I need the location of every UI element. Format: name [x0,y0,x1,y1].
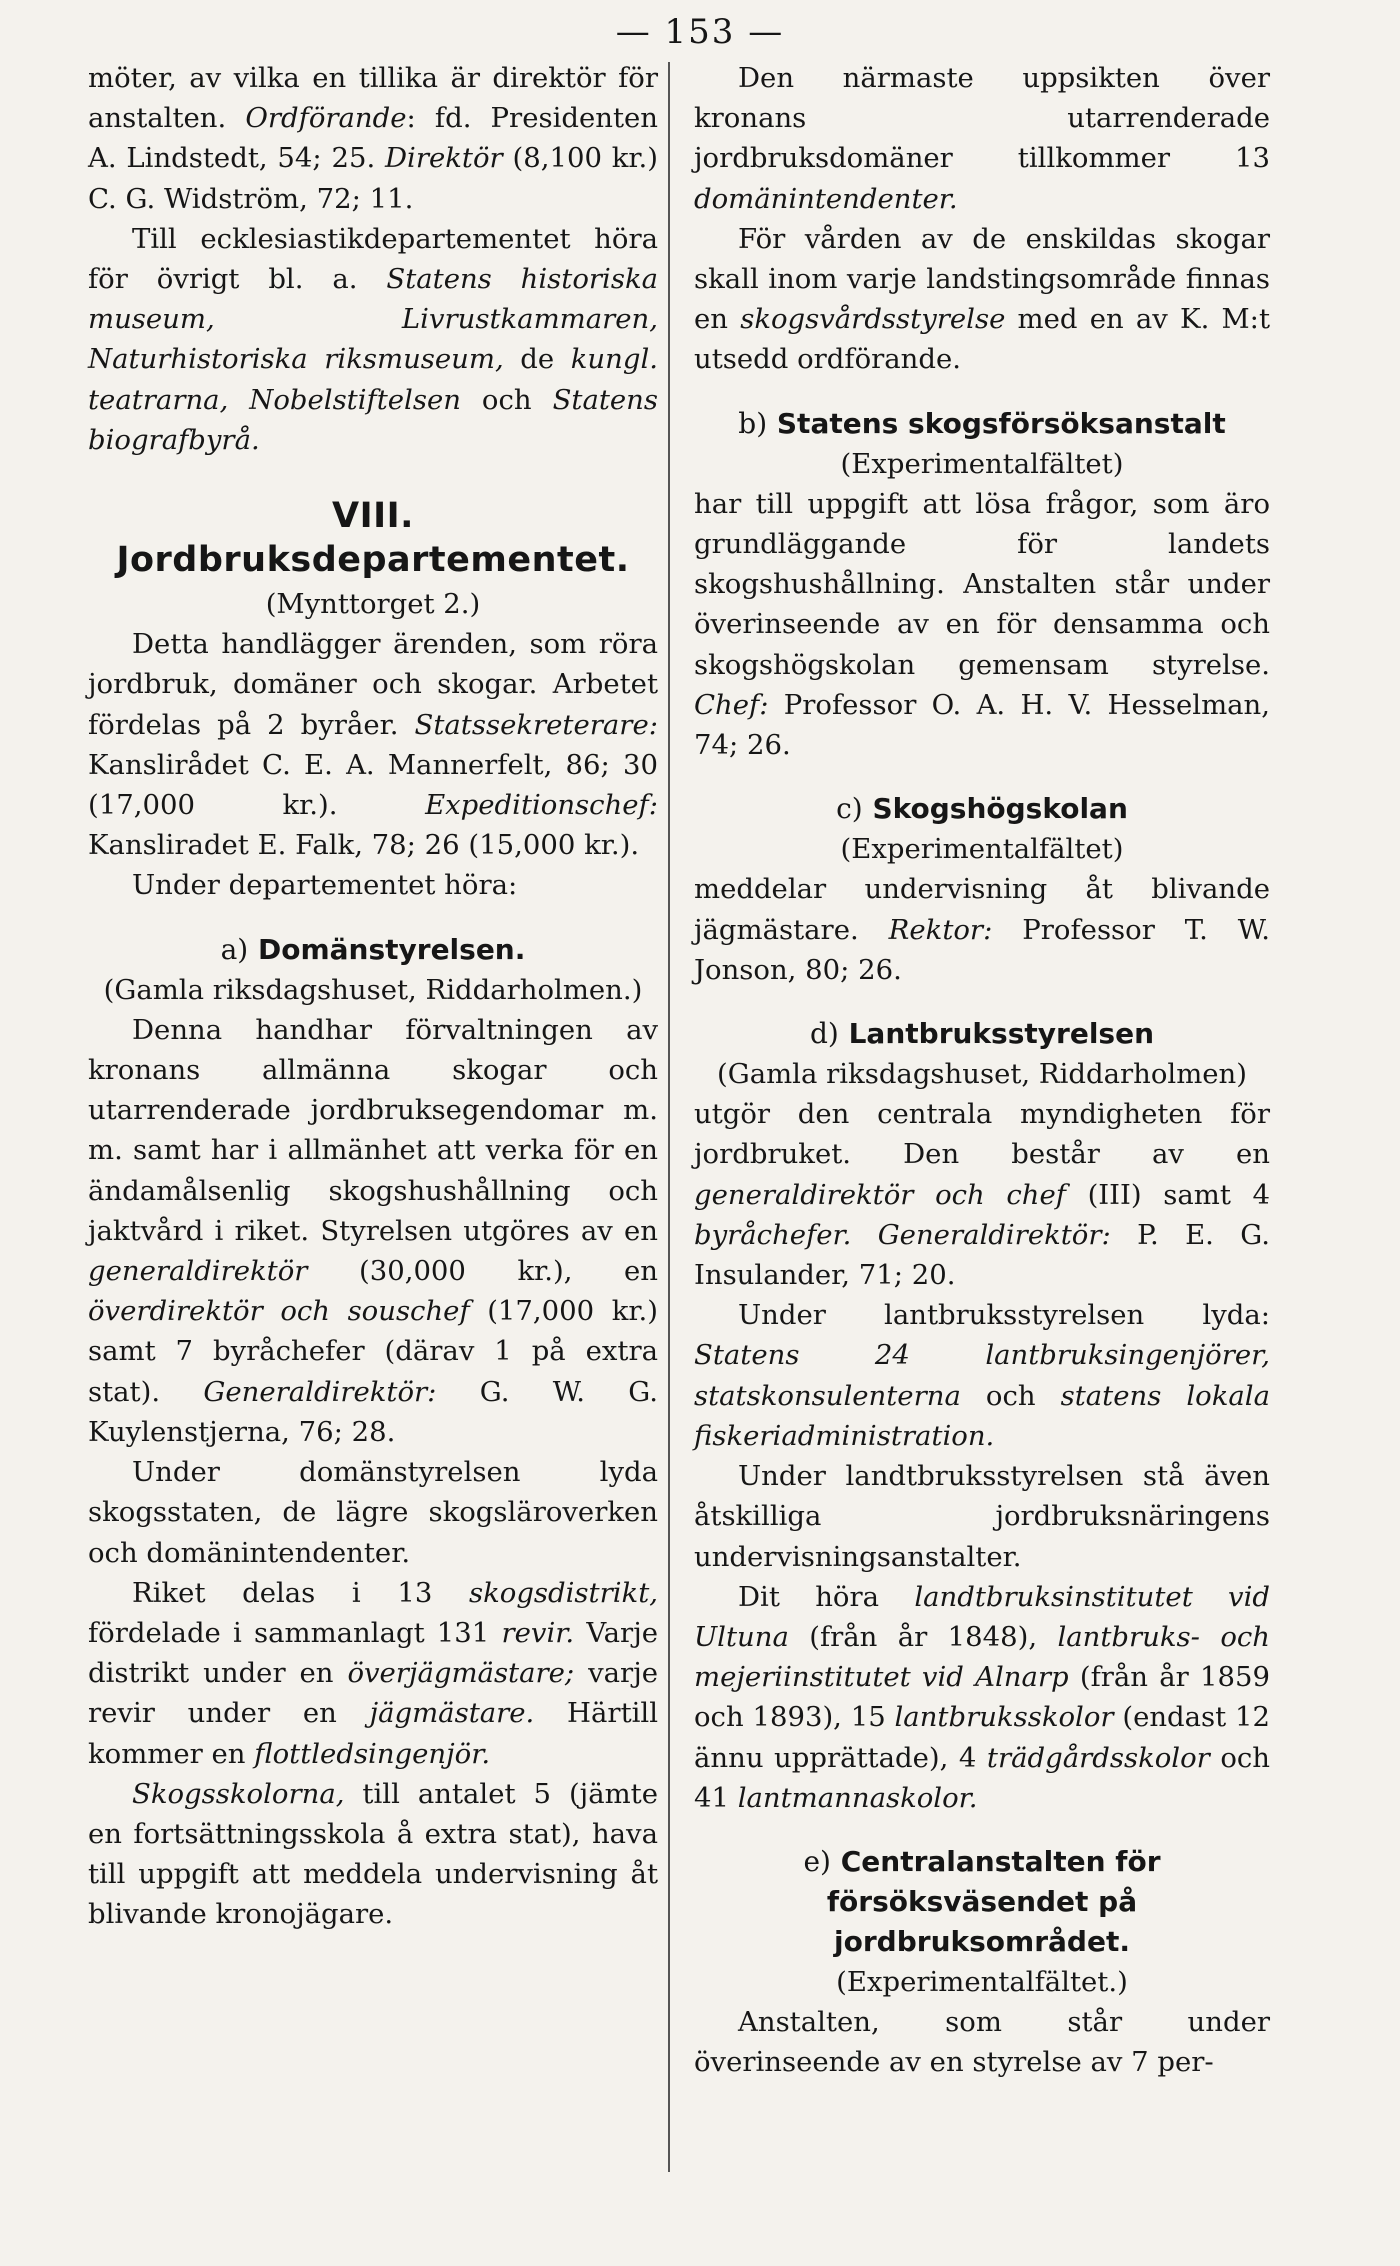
address-centralanstalten: (Experimentalfältet.) [836,1965,1128,1998]
paragraph-under-lantbruksstyrelsen: Under lantbruksstyrelsen lyda: Statens 24 lantbruksingenjörer, statskonsulenterna och statens lokala fiskeriadministration. [694,1299,1270,1452]
heading-centralanstalten: e) Centralanstalten för försöksväsendet på jordbruksområdet. [803,1844,1161,1958]
heading-skogsforsoksanstalt: b) Statens skogsförsöksanstalt [738,406,1226,440]
paragraph-skogsskolorna: Skogsskolorna, till antalet 5 (jämte en fortsättningsskola å extra stat), hava till uppgift att meddela undervisning åt blivande kronojägare. [88,1777,658,1931]
address-domanstyrelsen: (Gamla riksdagshuset, Riddarholmen.) [103,973,643,1006]
left-column [88,58,658,1935]
paragraph-ecclesiastic-agencies: Till ecklesiastikdepartementet höra för övrigt bl. a. Statens historiska museum, Livrustkammaren, Naturhistoriska riksmuseum, de kungl. teatrarna, Nobelstiftelsen och Statens biografbyrå. [88,222,659,456]
paragraph-skogsforsoksanstalt: har till uppgift att lösa frågor, som äro grundläggande för landets skogshushållning. Anstalten står under överinseende av en för densamma och skogshögskolan gemensam styrelse. Chef: Professor O. A. H. V. Hesselman, 74; 26. [694,487,1270,762]
address-mynttorget: (Mynttorget 2.) [265,588,481,621]
paragraph-department-duties: Detta handlägger ärenden, som röra jordbruk, domäner och skogar. Arbetet fördelas på 2 byråer. Statssekreterare: Kanslirådet C. E. A. Mannerfelt, 86; 30 (17,000 kr.). Expeditionschef: Kansliradet E. Falk, 78; 26 (15,000 kr.). [88,628,658,862]
paragraph-undervisningsanstalter: Under landtbruksstyrelsen stå även åtskilliga jordbruksnäringens undervisningsanstalter. [694,1460,1270,1573]
paragraph-domanstyrelsen: Denna handhar förvaltningen av kronans allmänna skogar och utarrenderade jordbruksegendomar m. m. samt har i allmänhet att verka för en ändamålsenlig skogshushållning och jaktvård i riket. Styrelsen utgöres av en generaldirektör (30,000 kr.), en överdirektör och souschef (17,000 kr.) samt 7 byråchefer (därav 1 på extra stat). Generaldirektör: G. W. G. Kuylenstjerna, 76; 28. [88,1013,658,1448]
heading-lantbruksstyrelsen: d) Lantbruksstyrelsen [809,1017,1155,1051]
heading-jordbruksdepartementet: VIII. Jordbruksdepartementet. [116,496,630,581]
paragraph-skogsdistrikt: Riket delas i 13 skogsdistrikt, fördelade i sammanlagt 131 revir. Varje distrikt under en överjägmästare; varje revir under en jägmästare. Härtill kommer en flottledsingenjör. [88,1576,659,1770]
paragraph-museum-board: möter, av vilka en tillika är direktör för anstalten. Ordförande: fd. Presidenten A. Lindstedt, 54; 25. Direktör (8,100 kr.) C. G. Widström, 72; 11. [88,62,658,215]
right-column [694,58,1270,2083]
address-skogsforsoksanstalt: (Experimentalfältet) [840,447,1124,480]
column-divider [668,62,670,2172]
paragraph-domanintendenter: Den närmaste uppsikten över kronans utarrenderade jordbruksdomäner tillkommer 13 domänintendenter. [694,62,1270,215]
paragraph-centralanstalten: Anstalten, som står under överinseende av en styrelse av 7 per- [694,2006,1270,2079]
paragraph-dit-hora: Dit höra landtbruksinstitutet vid Ultuna (från år 1848), lantbruks- och mejeriinstitutet vid Alnarp (från år 1859 och 1893), 15 lantbruksskolor (endast 12 ännu upprättade), 4 trädgårdsskolor och 41 lantmannaskolor. [694,1580,1271,1814]
page-number: — 153 — [615,12,785,52]
paragraph-skogshogskolan: meddelar undervisning åt blivande jägmästare. Rektor: Professor T. W. Jonson, 80; 26. [694,873,1270,986]
heading-domanstyrelsen: a) Domänstyrelsen. [220,932,526,966]
paragraph-under-department: Under departementet höra: [132,869,518,902]
paragraph-skogsstaten: Under domänstyrelsen lyda skogsstaten, de lägre skogsläroverken och domänintendenter. [88,1456,658,1569]
address-skogshogskolan: (Experimentalfältet) [840,833,1124,866]
heading-skogshogskolan: c) Skogshögskolan [836,792,1128,826]
paragraph-lantbruksstyrelsen: utgör den centrala myndigheten för jordbruket. Den består av en generaldirektör och chef (III) samt 4 byråchefer. Generaldirektör: P. E. G. Insulander, 71; 20. [694,1098,1271,1292]
address-lantbruksstyrelsen: (Gamla riksdagshuset, Riddarholmen) [717,1058,1247,1091]
paragraph-skogsvardsstyrelse: För vården av de enskildas skogar skall inom varje landstingsområde finnas en skogsvårdsstyrelse med en av K. M:t utsedd ordförande. [694,222,1271,376]
